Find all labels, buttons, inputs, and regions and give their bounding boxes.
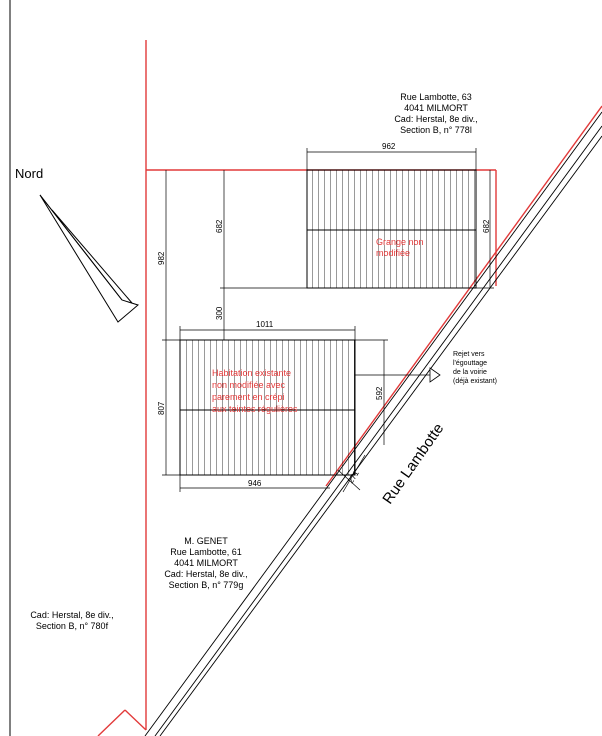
svg-text:4041 MILMORT: 4041 MILMORT xyxy=(404,103,468,113)
house-label-4: aux teintes régulières xyxy=(212,404,298,414)
house-label-2: non modifiée avec xyxy=(212,380,286,390)
dim-lot-depth: 982 xyxy=(157,251,166,265)
svg-text:Rue Lambotte, 63: Rue Lambotte, 63 xyxy=(400,92,472,102)
dim-house-width: 1011 xyxy=(256,320,274,329)
svg-text:Rejet vers: Rejet vers xyxy=(453,351,485,358)
owner-label xyxy=(164,536,247,590)
svg-text:4041 MILMORT: 4041 MILMORT xyxy=(174,558,238,568)
drain-note xyxy=(453,351,497,385)
north-label: Nord xyxy=(15,166,44,181)
svg-text:Section B, n° 778l: Section B, n° 778l xyxy=(400,125,472,135)
drain-arrow-icon xyxy=(430,368,440,382)
street-red-edge xyxy=(326,106,602,486)
barn-label-2: modifiée xyxy=(376,248,411,258)
svg-text:Cad: Herstal, 8e div.,: Cad: Herstal, 8e div., xyxy=(30,610,114,620)
dim-gap: 300 xyxy=(215,306,224,320)
dim-barn-depth-inner: 682 xyxy=(215,219,224,233)
barn-label-1: Grange non xyxy=(376,237,424,247)
barn-building xyxy=(307,170,476,288)
svg-text:Section B, n° 779g: Section B, n° 779g xyxy=(168,580,244,590)
svg-text:(déjà existant): (déjà existant) xyxy=(453,378,497,385)
neighbor-left-label xyxy=(30,610,113,631)
dim-house-depth-right: 592 xyxy=(375,386,384,400)
svg-text:Section B, n° 780f: Section B, n° 780f xyxy=(35,621,109,631)
dim-house-bottom: 946 xyxy=(248,479,262,488)
svg-text:Cad: Herstal, 8e div.,: Cad: Herstal, 8e div., xyxy=(164,569,248,579)
svg-text:de la voirie: de la voirie xyxy=(453,369,487,376)
neighbor-top-label xyxy=(394,92,477,135)
dim-house-depth-left: 807 xyxy=(157,401,166,415)
dim-street-offset: 271 xyxy=(346,468,361,486)
dim-barn-width: 962 xyxy=(382,142,396,151)
svg-text:M. GENET: M. GENET xyxy=(184,536,228,546)
dim-barn-depth-right: 682 xyxy=(482,219,491,233)
svg-text:Rue Lambotte, 61: Rue Lambotte, 61 xyxy=(170,547,242,557)
svg-text:Cad: Herstal, 8e div.,: Cad: Herstal, 8e div., xyxy=(394,114,478,124)
svg-text:l'égouttage: l'égouttage xyxy=(453,360,488,367)
north-arrow-icon xyxy=(40,195,138,322)
street-label: Rue Lambotte xyxy=(379,420,448,508)
house-label-3: parement en crépi xyxy=(212,392,285,402)
house-label-1: Habitation existante xyxy=(212,368,292,378)
